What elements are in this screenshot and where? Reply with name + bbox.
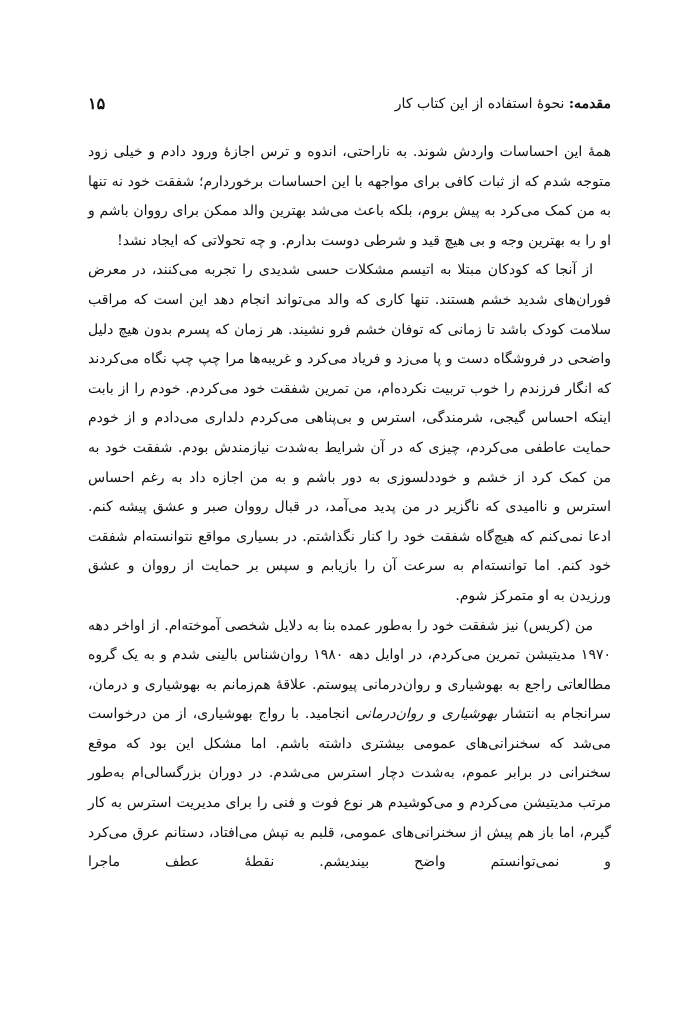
paragraph-2: از آنجا که کودکان مبتلا به اتیسم مشکلات حسی شدیدی را تجربه می‌کنند، در معرض فوران‌های شدید خشم هستند. تنها کاری که والد می‌تواند انجام دهد این است که مراقب سلامت کودک باشد تا زمانی که توفان خشم فرو نشیند. هر زمان که پسرم بدون هیچ دلیل واضحی در فروشگاه دست و پا می‌زد و فریاد می‌کرد و غریبه‌ها مرا چپ چپ نگاه می‌کردند که انگار فرزندم را خوب تربیت نکرده‌ام، من تمرین شفقت خود می‌کردم. خودم را از بابت اینکه احساس گیجی، شرمندگی، استرس و بی‌پناهی می‌کردم دلداری می‌دادم و از خودم حمایت عاطفی می‌کردم، چیزی که در آن شرایط به‌شدت نیازمندش بودم. شفقت خود به من کمک کرد از خشم و خوددلسوزی به دور باشم و به من اجازه داد به رغم احساس استرس و ناامیدی که ناگزیر در من پدید می‌آمد، در قبال رووان صبر و عشق پیشه کنم. ادعا نمی‌کنم که هیچ‌گاه شفقت خود را کنار نگذاشتم. در بسیاری مواقع نتوانسته‌ام شفقت خود کنم. اما توانسته‌ام به سرعت آن را بازیابم و سپس بر حمایت از رووان و عشق ورزیدن به او متمرکز شوم. xyxy=(88,262,611,604)
paragraph-3-part-2: انجامید. با رواج بهوشیاری، از من درخواست می‌شد که سخنرانی‌های عمومی بیشتری داشته باشم. اما مشکل این بود که موقع سخنرانی در برابر عموم، به‌شدت دچار استرس می‌شدم. در دوران بزرگسالی‌ام به‌طور مرتب مدیتیشن می‌کردم و می‌کوشیدم هر نوع فوت و فنی را برای مدیریت استرس به کار گیرم، اما باز هم پیش از سخنرانی‌های عمومی، قلبم به تپش می‌افتاد، دستانم عرق می‌کرد و نمی‌توانستم واضح بیندیشم. نقطهٔ عطف ماجرا xyxy=(88,706,611,871)
page-number: ۱۵ xyxy=(88,94,106,113)
running-header xyxy=(88,92,611,116)
chapter-label: مقدمه: xyxy=(568,96,611,112)
paragraph-1: همهٔ این احساسات واردش شوند. به ناراحتی، اندوه و ترس اجازهٔ ورود دادم و خیلی زود متوجه شدم که از ثبات کافی برای مواجهه با این احساسات برخوردارم؛ شفقت خود نه تنها به من کمک می‌کرد به پیش بروم، بلکه باعث می‌شد بهترین والد ممکن برای رووان باشم و او را به بهترین وجه و بی هیچ قید و شرطی دوست بدارم. و چه تحولاتی که ایجاد نشد! xyxy=(88,144,611,249)
book-title-italic: بهوشیاری و روان‌درمانی xyxy=(355,706,498,723)
body-text xyxy=(88,138,611,878)
paragraph-3 xyxy=(88,612,611,878)
chapter-title xyxy=(395,92,611,116)
chapter-subtitle: نحوهٔ استفاده از این کتاب کار xyxy=(394,96,565,112)
book-page xyxy=(88,92,611,992)
paragraph-3-part-1: من (کریس) نیز شفقت خود را به‌طور عمده بنا به دلایل شخصی آموخته‌ام. از اواخر دهه ۱۹۷۰ مدیتیشن تمرین می‌کردم، در اوایل دهه ۱۹۸۰ روان‌شناس بالینی شدم و به یک گروه مطالعاتی راجع به بهوشیاری و روان‌درمانی پیوستم. علاقهٔ هم‌زمانم به بهوشیاری و درمان، سرانجام به انتشار xyxy=(88,617,612,723)
